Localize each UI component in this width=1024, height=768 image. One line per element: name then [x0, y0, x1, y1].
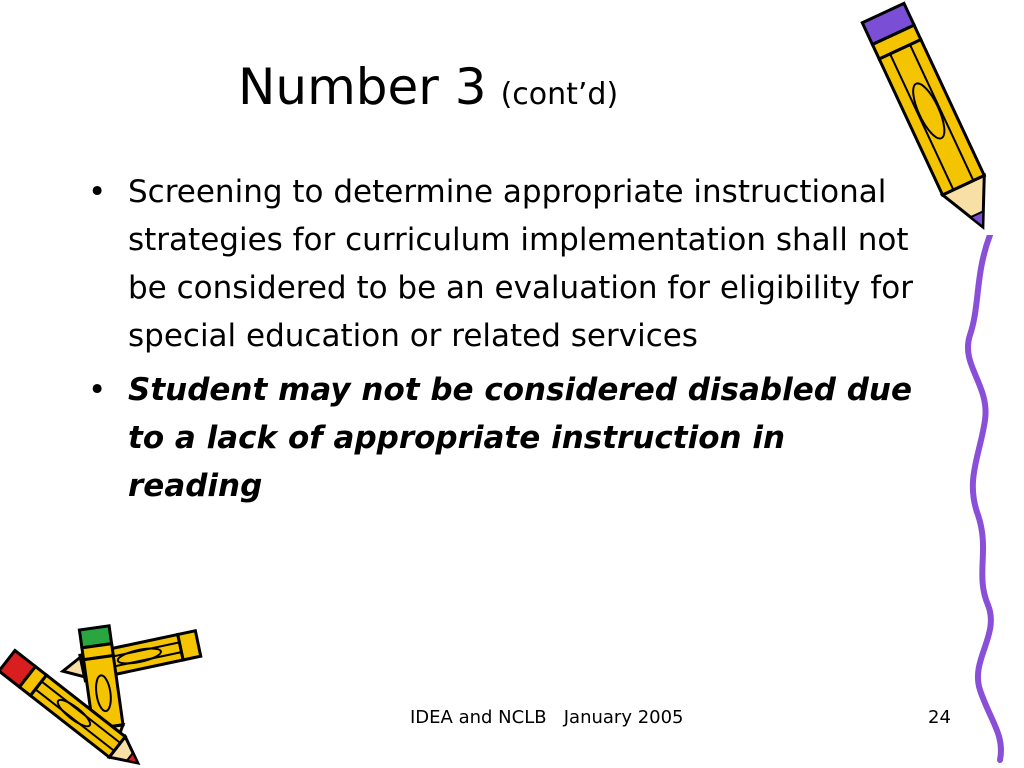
bullet-item — [88, 366, 918, 510]
title-main: Number 3 — [238, 58, 487, 116]
bullet-item — [88, 168, 918, 360]
bullet-text: Student may not be considered disabled due to a lack of appropriate instruction in reading — [128, 372, 912, 504]
pencils-icon — [0, 615, 210, 765]
bullet-marker: • — [88, 372, 107, 408]
slide-title — [238, 58, 619, 116]
bullet-text: Screening to determine appropriate instructional strategies for curriculum implementation shall not be considered to be an evaluation for eligibility for special education or related services — [128, 174, 913, 354]
footer-text: IDEA and NCLB January 2005 — [410, 707, 684, 728]
page-number: 24 — [928, 707, 951, 728]
title-sub: (cont’d) — [500, 77, 619, 112]
bullet-list — [88, 168, 918, 516]
squiggle-border — [960, 235, 1010, 765]
pencil-icon — [858, 0, 1008, 245]
bullet-marker: • — [88, 174, 107, 210]
